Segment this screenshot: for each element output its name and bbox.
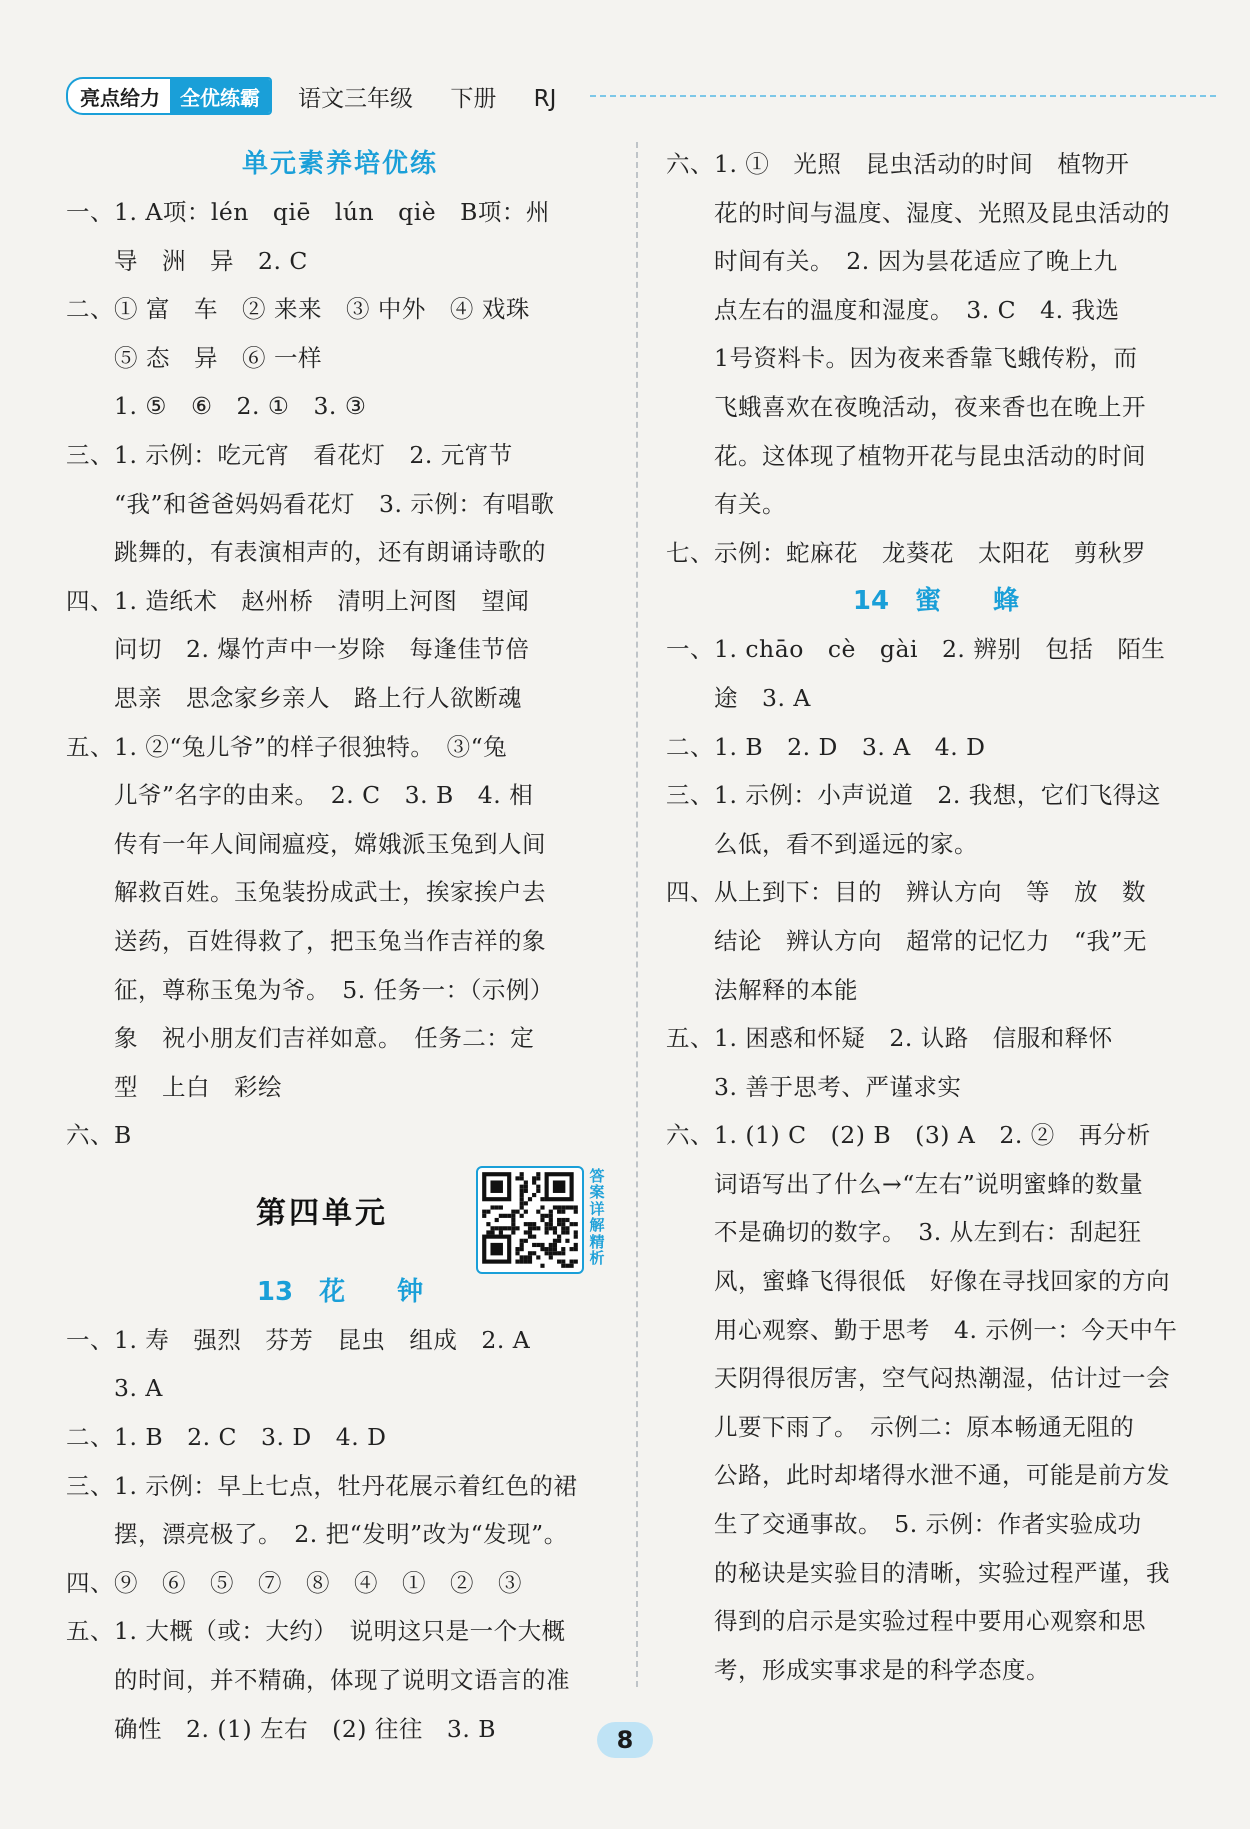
answer-line: 跳舞的，有表演相声的，还有朗诵诗歌的 <box>114 538 546 567</box>
page-number: 8 <box>597 1722 653 1758</box>
answer-line: 二、1. B 2. D 3. A 4. D <box>666 732 986 761</box>
answer-line: 点左右的温度和湿度。 3. C 4. 我选 <box>714 295 1120 324</box>
answer-line: 四、⑨ ⑥ ⑤ ⑦ ⑧ ④ ① ② ③ <box>66 1568 522 1597</box>
answer-line: 一、1. chāo cè gài 2. 辨别 包括 陌生 <box>666 635 1166 664</box>
book-subject: 语文三年级 <box>298 85 413 112</box>
answer-line: 公路，此时却堵得水泄不通，可能是前方发 <box>714 1461 1170 1490</box>
answer-line: 风，蜜蜂飞得很低 好像在寻找回家的方向 <box>714 1267 1170 1296</box>
brand-series: 全优练霸 <box>170 79 270 113</box>
answer-line: 征，尊称玉兔为爷。 5. 任务一：（示例） <box>114 975 554 1004</box>
answer-line: 花的时间与温度、湿度、光照及昆虫活动的 <box>714 198 1170 227</box>
lesson-title-13: 13 花 钟 <box>256 1276 424 1307</box>
answer-line: 三、1. 示例：早上七点，牡丹花展示着红色的裙 <box>66 1471 578 1500</box>
left-column <box>66 140 614 1753</box>
page-header <box>66 78 1216 114</box>
answer-line: 途 3. A <box>714 683 811 712</box>
answer-line: 送药，百姓得救了，把玉兔当作吉祥的象 <box>114 926 546 955</box>
answer-line: 四、1. 造纸术 赵州桥 清明上河图 望闻 <box>66 586 530 615</box>
book-edition: RJ <box>533 85 557 112</box>
header-rule <box>590 95 1216 97</box>
answer-line: 一、1. 寿 强烈 芬芳 昆虫 组成 2. A <box>66 1325 531 1354</box>
unit-title: 第四单元 <box>256 1195 388 1231</box>
right-answers-a <box>666 140 1206 577</box>
answer-line: 五、1. 困惑和怀疑 2. 认路 信服和释怀 <box>666 1024 1113 1053</box>
answer-line: 生了交通事故。 5. 示例：作者实验成功 <box>714 1510 1142 1539</box>
right-column <box>666 140 1206 1694</box>
qr-code-icon[interactable] <box>476 1166 584 1274</box>
answer-line: 用心观察、勤于思考 4. 示例一：今天中午 <box>714 1315 1178 1344</box>
book-volume: 下册 <box>450 85 497 112</box>
answer-line: “我”和爸爸妈妈看花灯 3. 示例：有唱歌 <box>114 489 555 518</box>
answer-line: 四、从上到下：目的 辨认方向 等 放 数 <box>666 878 1146 907</box>
left-answers-a <box>66 188 614 1160</box>
answer-line: 词语写出了什么→“左右”说明蜜蜂的数量 <box>714 1169 1144 1198</box>
answer-line: 象 祝小朋友们吉祥如意。 任务二：定 <box>114 1024 535 1053</box>
answer-line: 六、1. ① 光照 昆虫活动的时间 植物开 <box>666 150 1130 178</box>
answer-line: 1. ⑤ ⑥ 2. ① 3. ③ <box>114 392 367 421</box>
answer-line: 3. A <box>114 1374 163 1403</box>
answer-line: 一、1. A项：lén qiē lún qiè B项：州 <box>66 198 550 226</box>
answer-line: 二、① 富 车 ② 来来 ③ 中外 ④ 戏珠 <box>66 295 530 324</box>
answer-line: 的时间，并不精确，体现了说明文语言的准 <box>114 1666 570 1695</box>
answer-line: 花。这体现了植物开花与昆虫活动的时间 <box>714 441 1146 470</box>
answer-line: 五、1. ②“兔儿爷”的样子很独特。 ③“兔 <box>66 732 508 761</box>
answer-line: 么低，看不到遥远的家。 <box>714 829 978 858</box>
answer-line: 天阴得很厉害，空气闷热潮湿，估计过一会 <box>714 1364 1170 1393</box>
answer-line: 确性 2. (1) 左右 (2) 往往 3. B <box>114 1714 497 1743</box>
unit-heading <box>66 1160 614 1268</box>
answer-line: 五、1. 大概（或：大约） 说明这只是一个大概 <box>66 1617 566 1646</box>
answer-line: 传有一年人间闹瘟疫，嫦娥派玉兔到人间 <box>114 829 546 858</box>
answer-line: 三、1. 示例：小声说道 2. 我想，它们飞得这 <box>666 781 1161 810</box>
answer-line: 3. 善于思考、严谨求实 <box>714 1072 962 1101</box>
answer-line: 有关。 <box>714 490 786 519</box>
right-answers-b <box>666 625 1206 1694</box>
column-divider <box>636 142 638 1687</box>
left-answers-b <box>66 1316 614 1753</box>
answer-line: 时间有关。 2. 因为昙花适应了晚上九 <box>714 247 1118 276</box>
answer-line: 法解释的本能 <box>714 975 858 1004</box>
answer-line: 飞蛾喜欢在夜晚活动，夜来香也在晚上开 <box>714 392 1146 421</box>
answer-line: 导 洲 异 2. C <box>114 246 308 275</box>
answer-line: 六、B <box>66 1121 132 1150</box>
section-title: 单元素养培优练 <box>241 149 438 179</box>
answer-line: 不是确切的数字。 3. 从左到右：刮起狂 <box>714 1218 1142 1247</box>
answer-line: 三、1. 示例：吃元宵 看花灯 2. 元宵节 <box>66 440 513 469</box>
qr-label: 答 案 详 解 精 析 <box>589 1166 605 1268</box>
answer-line: 儿要下雨了。 示例二：原本畅通无阻的 <box>714 1412 1135 1441</box>
answer-line: 解救百姓。玉兔装扮成武士，挨家挨户去 <box>114 878 546 907</box>
answer-line: 1号资料卡。因为夜来香靠飞蛾传粉，而 <box>714 344 1138 373</box>
answer-line: 考，形成实事求是的科学态度。 <box>714 1655 1050 1684</box>
brand-name: 亮点给力 <box>80 85 160 110</box>
answer-line: 问切 2. 爆竹声中一岁除 每逢佳节倍 <box>114 635 530 664</box>
answer-line: 儿爷”名字的由来。 2. C 3. B 4. 相 <box>114 781 534 810</box>
answer-line: 结论 辨认方向 超常的记忆力 “我”无 <box>714 926 1148 955</box>
answer-line: 六、1. (1) C (2) B (3) A 2. ② 再分析 <box>666 1121 1151 1150</box>
answer-line: 型 上白 彩绘 <box>114 1072 282 1101</box>
answer-line: 七、示例：蛇麻花 龙葵花 太阳花 剪秋罗 <box>666 538 1146 567</box>
answer-line: 摆，漂亮极了。 2. 把“发明”改为“发现”。 <box>114 1520 568 1549</box>
answer-line: 二、1. B 2. C 3. D 4. D <box>66 1423 387 1452</box>
answer-line: 思亲 思念家乡亲人 路上行人欲断魂 <box>114 683 522 712</box>
answer-line: 的秘诀是实验目的清晰，实验过程严谨，我 <box>714 1558 1170 1587</box>
book-info <box>298 80 586 113</box>
lesson-title-14: 14 蜜 蜂 <box>852 586 1020 617</box>
brand-logo <box>66 77 272 115</box>
answer-line: ⑤ 态 异 ⑥ 一样 <box>114 343 322 372</box>
answer-line: 得到的启示是实验过程中要用心观察和思 <box>714 1607 1146 1636</box>
